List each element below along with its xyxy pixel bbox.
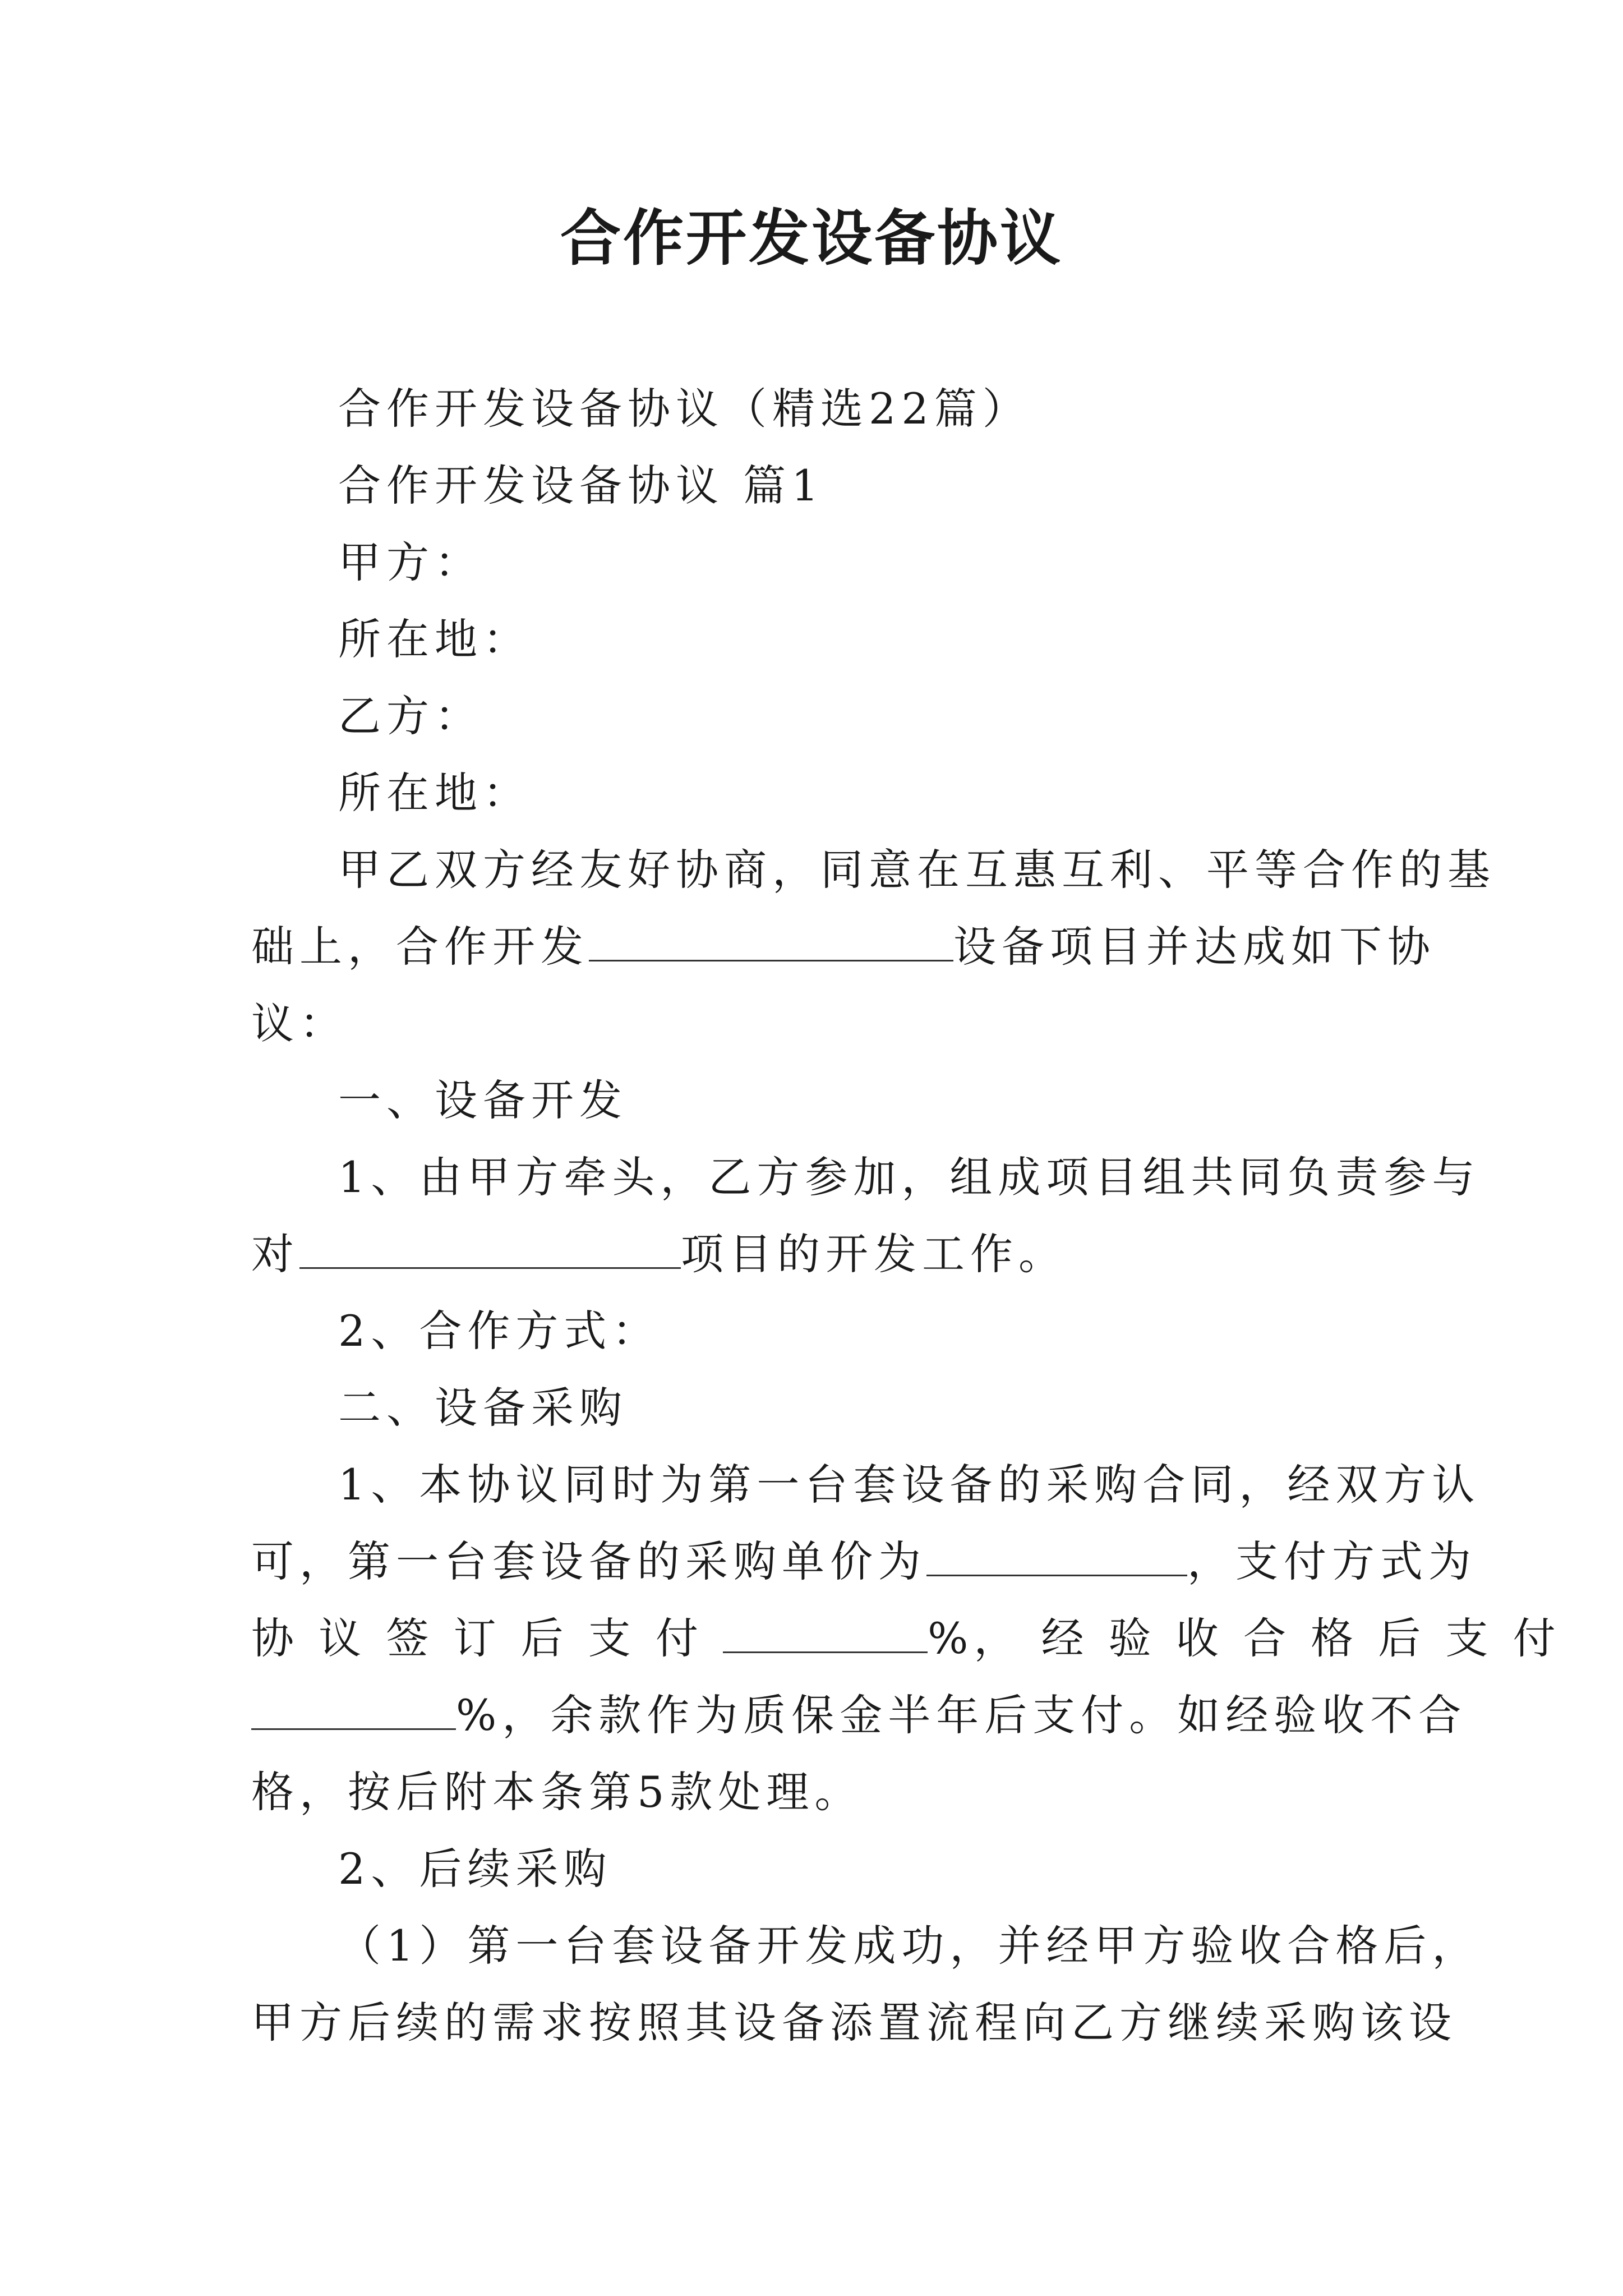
section-heading: 合作开发设备协议 篇1 <box>338 461 824 510</box>
item-2-2-1-line-2: 甲方后续的需求按照其设备添置流程向乙方继续采购该设 <box>251 1998 1457 2047</box>
item-1-1-line-1: 1、由甲方牵头，乙方参加，组成项目组共同负责参与 <box>338 1152 1481 1202</box>
payment-percent-2-blank <box>251 1695 456 1730</box>
item-2-1-line-1: 1、本协议同时为第一台套设备的采购合同，经双方认 <box>338 1460 1481 1510</box>
party-b-label: 乙方： <box>338 691 483 741</box>
item-2-1-line-5: 格，按后附本条第5款处理。 <box>251 1767 863 1817</box>
item-1-1-line-2 <box>251 1216 1374 1292</box>
project-name-blank <box>589 926 953 961</box>
section-1-title: 一、设备开发 <box>338 1075 628 1125</box>
item-2-1-line-2 <box>251 1523 1477 1600</box>
intro-line-2-pre: 础上，合作开发 <box>251 922 589 972</box>
item-2-2-title: 2、后续采购 <box>338 1844 612 1894</box>
document-body <box>251 370 1561 2061</box>
item-2-1-line-2-pre: 可，第一台套设备的采购单价为 <box>251 1536 926 1586</box>
project-blank <box>299 1234 681 1269</box>
item-2-1-line-4-post: %，余款作为质保金半年后支付。如经验收不合 <box>456 1690 1467 1740</box>
item-2-2-1-line-1: （1）第一台套设备开发成功，并经甲方验收合格后， <box>338 1921 1481 1971</box>
party-a-label: 甲方： <box>338 537 483 587</box>
section-2-title: 二、设备采购 <box>338 1383 628 1433</box>
unit-price-blank <box>926 1541 1187 1576</box>
item-2-1-line-3-pre: 协 议 签 订 后 支 付 <box>251 1613 704 1663</box>
subtitle: 合作开发设备协议（精选22篇） <box>338 384 1031 434</box>
intro-line-2-post: 设备项目并达成如下协 <box>953 922 1436 972</box>
document-title: 合作开发设备协议 <box>560 203 1063 274</box>
item-2-1-line-3-post: %， 经 验 收 合 格 后 支 付 <box>928 1613 1561 1663</box>
item-1-1-line-2-pre: 对 <box>251 1229 299 1279</box>
item-2-1-line-3 <box>251 1600 1561 1677</box>
intro-line-2 <box>251 908 1436 985</box>
item-2-1-line-4 <box>251 1677 1467 1754</box>
intro-line-3: 议： <box>251 999 348 1048</box>
payment-percent-1-blank <box>723 1618 928 1653</box>
item-2-1-line-2-post: ，支付方式为 <box>1187 1536 1477 1586</box>
party-b-location-label: 所在地： <box>338 768 531 818</box>
intro-line-1: 甲乙双方经友好协商，同意在互惠互利、平等合作的基 <box>338 845 1496 895</box>
party-a-location-label: 所在地： <box>338 614 531 664</box>
item-1-2: 2、合作方式： <box>338 1306 661 1356</box>
item-1-1-line-2-post: 项目的开发工作。 <box>681 1229 1067 1279</box>
